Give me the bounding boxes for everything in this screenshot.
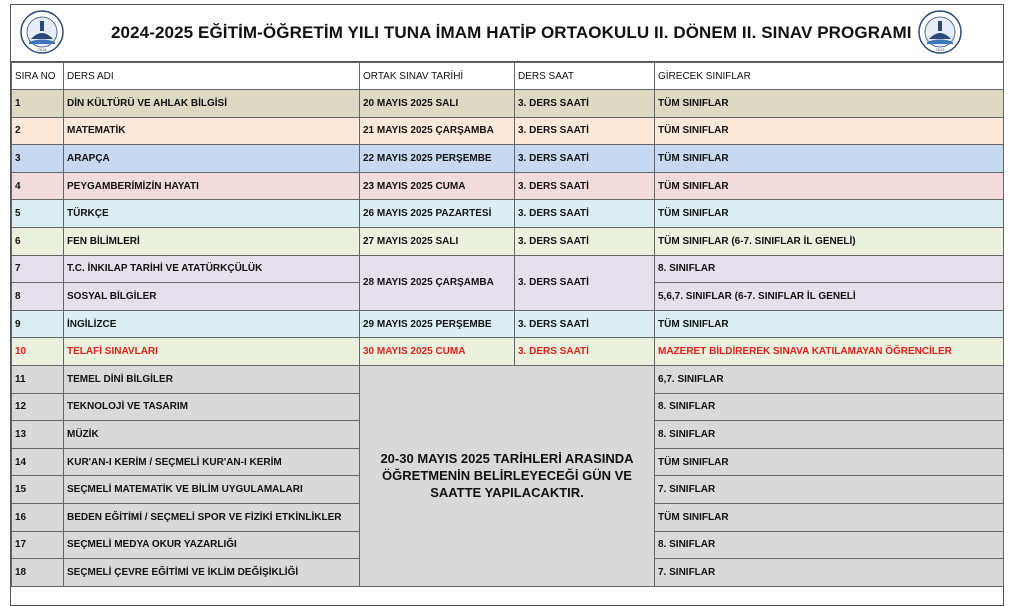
- row-saat: 3. DERS SAATİ: [515, 310, 655, 338]
- row-saat: 3. DERS SAATİ: [515, 338, 655, 366]
- row-ders: MÜZİK: [64, 421, 360, 449]
- row-saat: 3. DERS SAATİ: [515, 227, 655, 255]
- row-ders: TEKNOLOJİ VE TASARIM: [64, 393, 360, 421]
- col-header-sira: SIRA NO: [12, 63, 64, 90]
- table-row: [12, 145, 1004, 173]
- row-ders: MATEMATİK: [64, 117, 360, 145]
- row-tarih: 30 MAYIS 2025 CUMA: [360, 338, 515, 366]
- col-header-ders: DERS ADI: [64, 63, 360, 90]
- row-no: 9: [12, 310, 64, 338]
- table-row: [12, 365, 1004, 393]
- row-no: 16: [12, 503, 64, 531]
- exam-schedule-sheet: [10, 4, 1004, 606]
- row-saat: 3. DERS SAATİ: [515, 200, 655, 228]
- row-saat: 3. DERS SAATİ: [515, 145, 655, 173]
- row-no: 6: [12, 227, 64, 255]
- row-ders: SEÇMELİ MEDYA OKUR YAZARLIĞI: [64, 531, 360, 559]
- row-ders: KUR'AN-I KERİM / SEÇMELİ KUR'AN-I KERİM: [64, 448, 360, 476]
- row-ders: İNGİLİZCE: [64, 310, 360, 338]
- row-tarih: 26 MAYIS 2025 PAZARTESİ: [360, 200, 515, 228]
- row-no: 11: [12, 365, 64, 393]
- school-logo-icon: [19, 9, 65, 55]
- row-ders: SEÇMELİ ÇEVRE EĞİTİMİ VE İKLİM DEĞİŞİKLİĞİ: [64, 559, 360, 587]
- table-row: [12, 90, 1004, 118]
- row-siniflar: 5,6,7. SINIFLAR (6-7. SINIFLAR İL GENELİ: [655, 283, 1004, 311]
- row-siniflar: MAZERET BİLDİREREK SINAVA KATILAMAYAN ÖĞRENCİLER: [655, 338, 1004, 366]
- table-header-row: [12, 63, 1004, 90]
- row-ders: PEYGAMBERİMİZİN HAYATI: [64, 172, 360, 200]
- row-siniflar: 8. SINIFLAR: [655, 531, 1004, 559]
- row-tarih: 23 MAYIS 2025 CUMA: [360, 172, 515, 200]
- row-tarih: 20 MAYIS 2025 SALI: [360, 90, 515, 118]
- row-siniflar: TÜM SINIFLAR: [655, 200, 1004, 228]
- row-siniflar: 7. SINIFLAR: [655, 476, 1004, 504]
- row-no: 18: [12, 559, 64, 587]
- table-row: [12, 200, 1004, 228]
- row-no: 14: [12, 448, 64, 476]
- row-tarih: 22 MAYIS 2025 PERŞEMBE: [360, 145, 515, 173]
- row-tarih: 28 MAYIS 2025 ÇARŞAMBA: [360, 255, 515, 310]
- row-ders: TÜRKÇE: [64, 200, 360, 228]
- row-ders: TEMEL DİNİ BİLGİLER: [64, 365, 360, 393]
- table-row: [12, 338, 1004, 366]
- col-header-tarih: ORTAK SINAV TARİHİ: [360, 63, 515, 90]
- row-tarih: 29 MAYIS 2025 PERŞEMBE: [360, 310, 515, 338]
- row-saat: 3. DERS SAATİ: [515, 255, 655, 310]
- schedule-table: [11, 62, 1004, 587]
- row-siniflar: TÜM SINIFLAR: [655, 90, 1004, 118]
- row-ders: SEÇMELİ MATEMATİK VE BİLİM UYGULAMALARI: [64, 476, 360, 504]
- row-siniflar: 8. SINIFLAR: [655, 255, 1004, 283]
- col-header-saat: DERS SAAT: [515, 63, 655, 90]
- row-no: 17: [12, 531, 64, 559]
- page-title: 2024-2025 EĞİTİM-ÖĞRETİM YILI TUNA İMAM HATİP ORTAOKULU II. DÖNEM II. SINAV PROGRAMI: [111, 23, 912, 42]
- row-siniflar: TÜM SINIFLAR: [655, 117, 1004, 145]
- row-ders: T.C. İNKILAP TARİHİ VE ATATÜRKÇÜLÜK: [64, 255, 360, 283]
- row-siniflar: 6,7. SINIFLAR: [655, 365, 1004, 393]
- row-ders: TELAFİ SINAVLARI: [64, 338, 360, 366]
- title-bar: [11, 5, 1003, 62]
- row-saat: 3. DERS SAATİ: [515, 172, 655, 200]
- row-siniflar: TÜM SINIFLAR: [655, 172, 1004, 200]
- svg-text:2015: 2015: [37, 47, 47, 52]
- row-no: 3: [12, 145, 64, 173]
- row-no: 7: [12, 255, 64, 283]
- row-no: 13: [12, 421, 64, 449]
- row-ders: BEDEN EĞİTİMİ / SEÇMELİ SPOR VE FİZİKİ ETKİNLİKLER: [64, 503, 360, 531]
- row-tarih: 21 MAYIS 2025 ÇARŞAMBA: [360, 117, 515, 145]
- row-siniflar: 8. SINIFLAR: [655, 393, 1004, 421]
- col-header-siniflar: GİRECEK SINIFLAR: [655, 63, 1004, 90]
- row-ders: SOSYAL BİLGİLER: [64, 283, 360, 311]
- row-no: 4: [12, 172, 64, 200]
- row-ders: DİN KÜLTÜRÜ VE AHLAK BİLGİSİ: [64, 90, 360, 118]
- row-saat: 3. DERS SAATİ: [515, 90, 655, 118]
- row-siniflar: TÜM SINIFLAR (6-7. SINIFLAR İL GENELİ): [655, 227, 1004, 255]
- row-siniflar: TÜM SINIFLAR: [655, 448, 1004, 476]
- row-no: 10: [12, 338, 64, 366]
- table-row: [12, 255, 1004, 283]
- row-no: 2: [12, 117, 64, 145]
- row-siniflar: 7. SINIFLAR: [655, 559, 1004, 587]
- row-no: 8: [12, 283, 64, 311]
- row-siniflar: TÜM SINIFLAR: [655, 503, 1004, 531]
- row-saat: 3. DERS SAATİ: [515, 117, 655, 145]
- table-row: [12, 172, 1004, 200]
- table-row: [12, 227, 1004, 255]
- table-row: [12, 117, 1004, 145]
- row-tarih: 27 MAYIS 2025 SALI: [360, 227, 515, 255]
- row-no: 12: [12, 393, 64, 421]
- row-no: 5: [12, 200, 64, 228]
- row-siniflar: TÜM SINIFLAR: [655, 145, 1004, 173]
- row-ders: ARAPÇA: [64, 145, 360, 173]
- row-no: 1: [12, 90, 64, 118]
- row-siniflar: 8. SINIFLAR: [655, 421, 1004, 449]
- elective-schedule-note: 20-30 MAYIS 2025 TARİHLERİ ARASINDA ÖĞRETMENİN BELİRLEYECEĞİ GÜN VE SAATTE YAPILACAKTIR.: [360, 365, 655, 586]
- svg-text:2015: 2015: [935, 47, 945, 52]
- school-logo-icon: [917, 9, 963, 55]
- row-siniflar: TÜM SINIFLAR: [655, 310, 1004, 338]
- row-no: 15: [12, 476, 64, 504]
- row-ders: FEN BİLİMLERİ: [64, 227, 360, 255]
- table-row: [12, 310, 1004, 338]
